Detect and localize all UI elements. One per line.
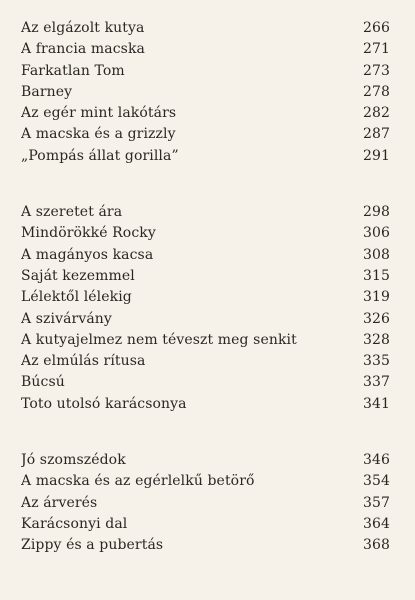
- toc-entry-page-number: 328: [362, 331, 390, 348]
- toc-entry-page-number: 326: [362, 310, 390, 327]
- toc-section-3: [21, 450, 390, 556]
- toc-entry: [21, 372, 390, 393]
- toc-entry-page-number: 346: [362, 452, 390, 469]
- toc-entry-title: Lélektől lélekig: [21, 289, 132, 306]
- toc-entry-title: Mindörökké Rocky: [21, 225, 156, 242]
- toc-entry-page-number: 306: [362, 225, 390, 242]
- toc-entry-title: Az elmúlás rítusa: [21, 353, 146, 370]
- toc-entry-title: Az elgázolt kutya: [21, 20, 145, 36]
- toc-entry-page-number: 271: [362, 41, 390, 58]
- toc-entry-title: Farkatlan Tom: [21, 62, 125, 79]
- toc-entry: [21, 245, 390, 266]
- toc-entry-page-number: 357: [362, 494, 390, 511]
- toc-entry: [21, 351, 390, 372]
- toc-entry-page-number: 278: [362, 83, 390, 100]
- toc-entry-title: A francia macska: [21, 41, 145, 58]
- toc-entry-page-number: 354: [362, 473, 390, 490]
- toc-entry-title: „Pompás állat gorilla”: [21, 147, 179, 164]
- toc-entry: [21, 61, 390, 82]
- toc-entry: [21, 202, 390, 223]
- toc-entry: [21, 82, 390, 103]
- toc-entry-title: A macska és a grizzly: [21, 126, 176, 143]
- toc-entry-title: Jó szomszédok: [21, 452, 126, 469]
- toc-entry: [21, 18, 390, 39]
- toc-entry-page-number: 337: [362, 374, 390, 391]
- toc-entry: [21, 493, 390, 514]
- toc-entry-page-number: 308: [362, 246, 390, 263]
- toc-entry-title: Barney: [21, 83, 73, 100]
- toc-entry-page-number: 364: [362, 515, 390, 532]
- toc-entry: [21, 103, 390, 124]
- toc-entry: [21, 39, 390, 60]
- toc-entry-page-number: 341: [362, 395, 390, 412]
- toc-entry-title: Az árverés: [21, 494, 98, 511]
- toc-entry-title: Karácsonyi dal: [21, 515, 128, 532]
- toc-entry-title: A kutyajelmez nem téveszt meg senkit: [21, 331, 297, 348]
- toc-entry-page-number: 319: [362, 289, 390, 306]
- toc-entry: [21, 514, 390, 535]
- toc-entry-title: Toto utolsó karácsonya: [21, 395, 187, 412]
- toc-entry: [21, 146, 390, 167]
- toc-section-1: [21, 18, 390, 167]
- toc-entry-title: A szivárvány: [21, 310, 112, 327]
- toc-entry: [21, 309, 390, 330]
- toc-section-2: [21, 202, 390, 415]
- toc-entry-title: Saját kezemmel: [21, 267, 135, 284]
- toc-entry: [21, 330, 390, 351]
- toc-entry-page-number: 315: [362, 267, 390, 284]
- toc-entry-page-number: 287: [362, 126, 390, 143]
- toc-entry-page-number: 298: [362, 204, 390, 221]
- toc-entry-page-number: 266: [362, 20, 390, 36]
- toc-entry: [21, 287, 390, 308]
- toc-entry-title: Búcsú: [21, 374, 65, 391]
- toc-entry: [21, 394, 390, 415]
- toc-entry-title: A magányos kacsa: [21, 246, 154, 263]
- toc-entry: [21, 124, 390, 145]
- toc-entry: [21, 266, 390, 287]
- toc-entry-page-number: 368: [362, 537, 390, 554]
- toc-entry-title: A macska és az egérlelkű betörő: [21, 473, 255, 490]
- toc-entry: [21, 471, 390, 492]
- toc-entry-title: A szeretet ára: [21, 204, 123, 221]
- toc-entry-page-number: 335: [362, 353, 390, 370]
- toc-entry-page-number: 273: [362, 62, 390, 79]
- toc-entry: [21, 450, 390, 471]
- toc-entry-title: Zippy és a pubertás: [21, 537, 164, 554]
- toc-entry-page-number: 291: [362, 147, 390, 164]
- toc-entry: [21, 535, 390, 556]
- toc-entry-page-number: 282: [362, 105, 390, 122]
- toc-entry-title: Az egér mint lakótárs: [21, 105, 177, 122]
- toc-entry: [21, 223, 390, 244]
